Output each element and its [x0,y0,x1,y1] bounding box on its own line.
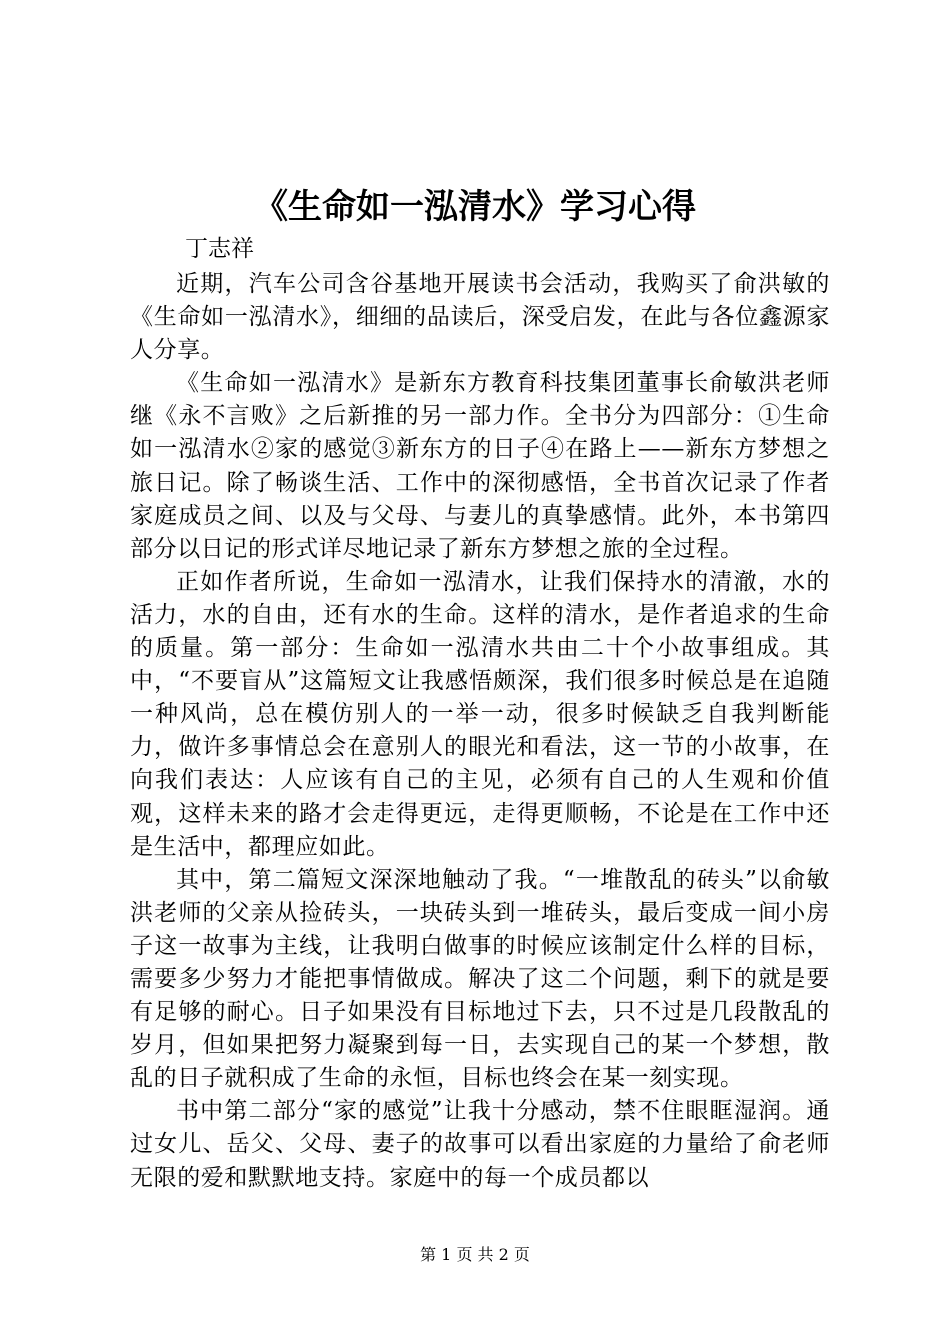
paragraph: 其中，第二篇短文深深地触动了我。“一堆散乱的砖头”以俞敏洪老师的父亲从捡砖头，一块砖头到一堆砖头，最后变成一间小房子这一故事为主线，让我明白做事的时候应该制定什么样的目标，需要多少努力才能把事情做成。解决了这二个问题，剩下的就是要有足够的耐心。日子如果没有目标地过下去，只不过是几段散乱的岁月，但如果把努力凝聚到每一日，去实现自己的某一个梦想，散乱的日子就积成了生命的永恒，目标也终会在某一刻实现。 [130,866,830,1092]
paragraph: 《生命如一泓清水》是新东方教育科技集团董事长俞敏洪老师继《永不言败》之后新推的另一部力作。全书分为四部分：①生命如一泓清水②家的感觉③新东方的日子④在路上——新东方梦想之旅日记。除了畅谈生活、工作中的深彻感悟，全书首次记录了作者家庭成员之间、以及与父母、与妻儿的真挚感情。此外，本书第四部分以日记的形式详尽地记录了新东方梦想之旅的全过程。 [130,370,830,562]
paragraph: 正如作者所说，生命如一泓清水，让我们保持水的清澈，水的活力，水的自由，还有水的生命。这样的清水，是作者追求的生命的质量。第一部分：生命如一泓清水共由二十个小故事组成。其中，“不要盲从”这篇短文让我感悟颇深，我们很多时候总是在追随一种风尚，总在模仿别人的一举一动，很多时候缺乏自我判断能力，做许多事情总会在意别人的眼光和看法，这一节的小故事，在向我们表达：人应该有自己的主见，必须有自己的人生观和价值观，这样未来的路才会走得更远，走得更顺畅，不论是在工作中还是生活中，都理应如此。 [130,568,830,860]
article-body [130,268,830,1195]
page-title: 《生命如一泓清水》学习心得 [254,187,696,227]
author-name: 丁志祥 [185,236,254,262]
page-number: 第 1 页 共 2 页 [420,1245,530,1264]
paragraph: 近期，汽车公司含谷基地开展读书会活动，我购买了俞洪敏的《生命如一泓清水》，细细的品读后，深受启发，在此与各位鑫源家人分享。 [130,271,830,364]
paragraph: 书中第二部分“家的感觉”让我十分感动，禁不住眼眶湿润。通过女儿、岳父、父母、妻子的故事可以看出家庭的力量给了俞老师无限的爱和默默地支持。家庭中的每一个成员都以 [130,1098,830,1191]
